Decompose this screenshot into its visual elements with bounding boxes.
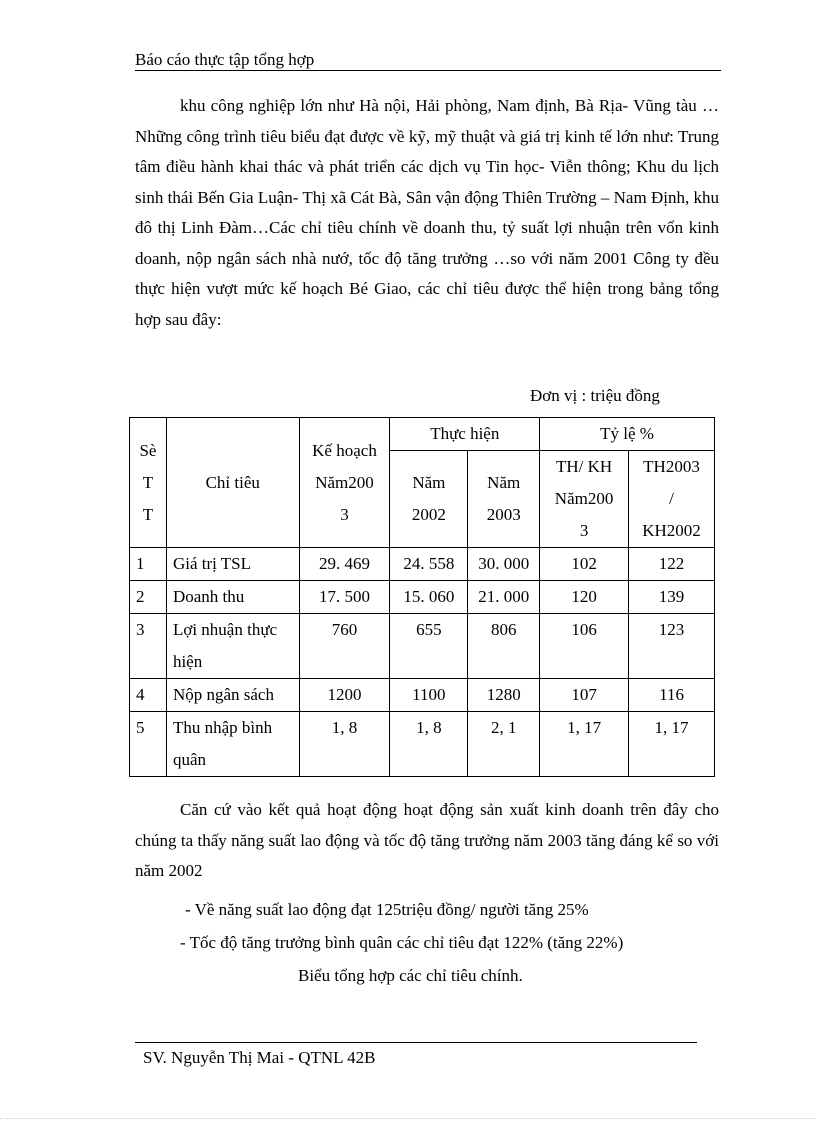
header-nam2002-line1: Năm — [412, 473, 446, 492]
cell-thkh: 106 — [540, 614, 629, 679]
header-nam2002 — [390, 451, 468, 548]
footer-author: SV. Nguyễn Thị Mai - QTNL 42B — [143, 1048, 376, 1067]
conclusion-paragraph: Căn cứ vào kết quả hoạt động hoạt động sản xuất kinh doanh trên đây cho chúng ta thấy năng suất lao động và tốc độ tăng trưởng năm 2003 tăng đáng kể so với năm 2002 — [135, 800, 719, 880]
table-row — [130, 712, 715, 777]
header-nam2002-line2: 2002 — [411, 505, 446, 524]
header-th2003-line1: TH2003 — [643, 457, 700, 476]
cell-stt: 4 — [130, 679, 167, 712]
cell-th2003: 122 — [629, 548, 715, 581]
header-thkh — [540, 451, 629, 548]
cell-thkh: 102 — [540, 548, 629, 581]
header-nam2003-line1: Năm — [487, 473, 521, 492]
intro-paragraph: khu công nghiệp lớn như Hà nội, Hải phòng, Nam định, Bà Rịa- Vũng tàu …Những công trình tiêu biểu đạt được về kỹ, mỹ thuật và giá trị kinh tế lớn như: Trung tâm điều hành khai thác và phát triển các dịch vụ Tin học- Viễn thông; Khu du lịch sinh thái Bến Gia Luận- Thị xã Cát Bà, Sân vận động Thiên Trường – Nam Định, khu đô thị Linh Đàm…Các chỉ tiêu chính về doanh thu, tỷ suất lợi nhuận trên vốn kinh doanh, nộp ngân sách nhà nướ, tốc độ tăng trưởng …so với năm 2001 Công ty đều thực hiện vượt mức kế hoạch Bé Giao, các chỉ tiêu được thể hiện trong bảng tổng hợp sau đây: — [135, 96, 719, 329]
cell-th2003: 116 — [629, 679, 715, 712]
table-row — [130, 679, 715, 712]
bullet-growth: - Tốc độ tăng trưởng bình quân các chỉ tiêu đạt 122% (tăng 22%) — [180, 933, 624, 952]
table-row — [130, 581, 715, 614]
cell-thkh: 107 — [540, 679, 629, 712]
cell-nam2002: 15. 060 — [390, 581, 468, 614]
header-th2003-line2: / — [669, 489, 674, 508]
cell-thkh: 1, 17 — [540, 712, 629, 777]
header-thkh-line3: 3 — [579, 521, 589, 540]
cell-stt: 5 — [130, 712, 167, 777]
table-row — [130, 614, 715, 679]
header-nam2003-line2: 2003 — [486, 505, 521, 524]
cell-kehoach: 1200 — [299, 679, 390, 712]
cell-name: Nộp ngân sách — [166, 679, 299, 712]
header-kehoach-line3: 3 — [340, 504, 349, 524]
cell-stt: 2 — [130, 581, 167, 614]
header-th2003-line3: KH2002 — [642, 521, 701, 540]
table-row — [130, 548, 715, 581]
header-stt-line2: T — [142, 472, 154, 492]
cell-nam2003: 1280 — [468, 679, 540, 712]
page-bottom-border — [0, 1118, 816, 1119]
bullet-productivity: - Về năng suất lao động đạt 125triệu đồng/ người tăng 25% — [185, 900, 589, 919]
page-header-title: Báo cáo thực tập tổng hợp — [135, 50, 315, 69]
cell-nam2002: 24. 558 — [390, 548, 468, 581]
header-stt-line3: T — [142, 504, 154, 524]
header-kehoach — [299, 418, 390, 548]
cell-kehoach: 760 — [299, 614, 390, 679]
unit-label: Đơn vị : triệu đồng — [530, 386, 660, 405]
header-stt — [130, 418, 167, 548]
cell-name: Doanh thu — [166, 581, 299, 614]
cell-name: Lợi nhuận thực hiện — [166, 614, 299, 679]
cell-name: Thu nhập bình quân — [166, 712, 299, 777]
cell-kehoach: 29. 469 — [299, 548, 390, 581]
cell-th2003: 139 — [629, 581, 715, 614]
summary-table — [129, 417, 715, 777]
cell-stt: 1 — [130, 548, 167, 581]
header-divider — [135, 70, 721, 71]
header-kehoach-line2: Năm200 — [315, 472, 374, 492]
cell-nam2003: 21. 000 — [468, 581, 540, 614]
header-chitieu: Chỉ tiêu — [166, 418, 299, 548]
header-thuchien: Thực hiện — [390, 418, 540, 451]
cell-thkh: 120 — [540, 581, 629, 614]
header-tyle: Tỷ lệ % — [540, 418, 715, 451]
header-thkh-line2: Năm200 — [554, 489, 614, 508]
cell-kehoach: 1, 8 — [299, 712, 390, 777]
cell-th2003: 123 — [629, 614, 715, 679]
header-thkh-line1: TH/ KH — [555, 457, 613, 476]
cell-nam2002: 1, 8 — [390, 712, 468, 777]
cell-nam2003: 30. 000 — [468, 548, 540, 581]
cell-kehoach: 17. 500 — [299, 581, 390, 614]
cell-th2003: 1, 17 — [629, 712, 715, 777]
header-th2003 — [629, 451, 715, 548]
header-stt-line1: Sè — [139, 440, 157, 460]
cell-name: Giá trị TSL — [166, 548, 299, 581]
table-caption: Biểu tổng hợp các chỉ tiêu chính. — [298, 966, 523, 985]
cell-nam2002: 655 — [390, 614, 468, 679]
header-nam2003 — [468, 451, 540, 548]
footer-divider — [135, 1042, 697, 1043]
cell-nam2003: 806 — [468, 614, 540, 679]
cell-nam2002: 1100 — [390, 679, 468, 712]
cell-stt: 3 — [130, 614, 167, 679]
header-kehoach-line1: Kế hoạch — [312, 440, 377, 460]
cell-nam2003: 2, 1 — [468, 712, 540, 777]
